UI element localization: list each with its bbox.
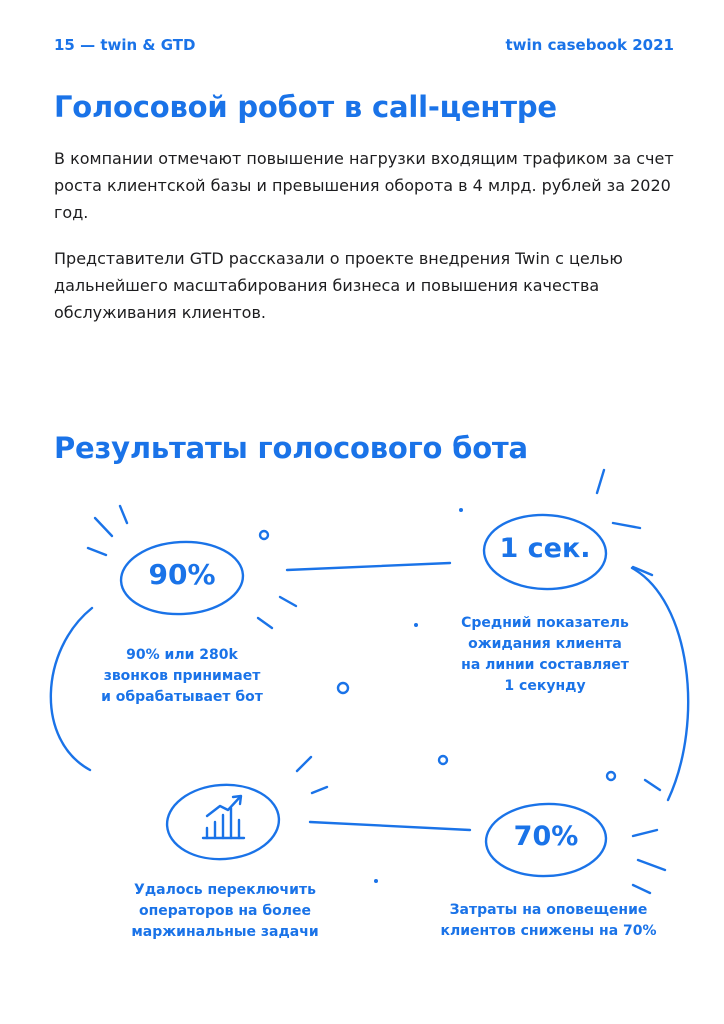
- stat-value-70: 70%: [513, 821, 579, 852]
- caption-notification-cost: Затраты на оповещение клиентов снижены на 70%: [440, 902, 657, 939]
- page-number-header: 15 — twin & GTD: [54, 36, 196, 54]
- growth-chart-icon: [203, 796, 244, 838]
- results-heading: Результаты голосового бота: [54, 431, 528, 465]
- casebook-header: twin casebook 2021: [505, 36, 674, 54]
- caption-bot-calls: 90% или 280k звонков принимает и обрабатывает бот: [101, 647, 263, 705]
- caption-operators: Удалось переключить операторов на более маржинальные задачи: [131, 882, 319, 940]
- stat-value-1sec: 1 сек.: [499, 533, 591, 564]
- connector-line-top: [287, 563, 450, 570]
- stat-value-90: 90%: [148, 558, 216, 591]
- project-paragraph: Представители GTD рассказали о проекте внедрения Twin с целью дальнейшего масштабирования бизнеса и повышения качества обслуживания клиентов.: [54, 249, 623, 322]
- caption-wait-time: Средний показатель ожидания клиента на линии составляет 1 секунду: [461, 615, 629, 694]
- page-title: Голосовой робот в call-центре: [54, 90, 557, 124]
- intro-paragraph: В компании отмечают повышение нагрузки входящим трафиком за счет роста клиентской базы и превышения оборота в 4 млрд. рублей за 2020 год.: [54, 149, 674, 222]
- connector-line-bottom: [310, 822, 470, 830]
